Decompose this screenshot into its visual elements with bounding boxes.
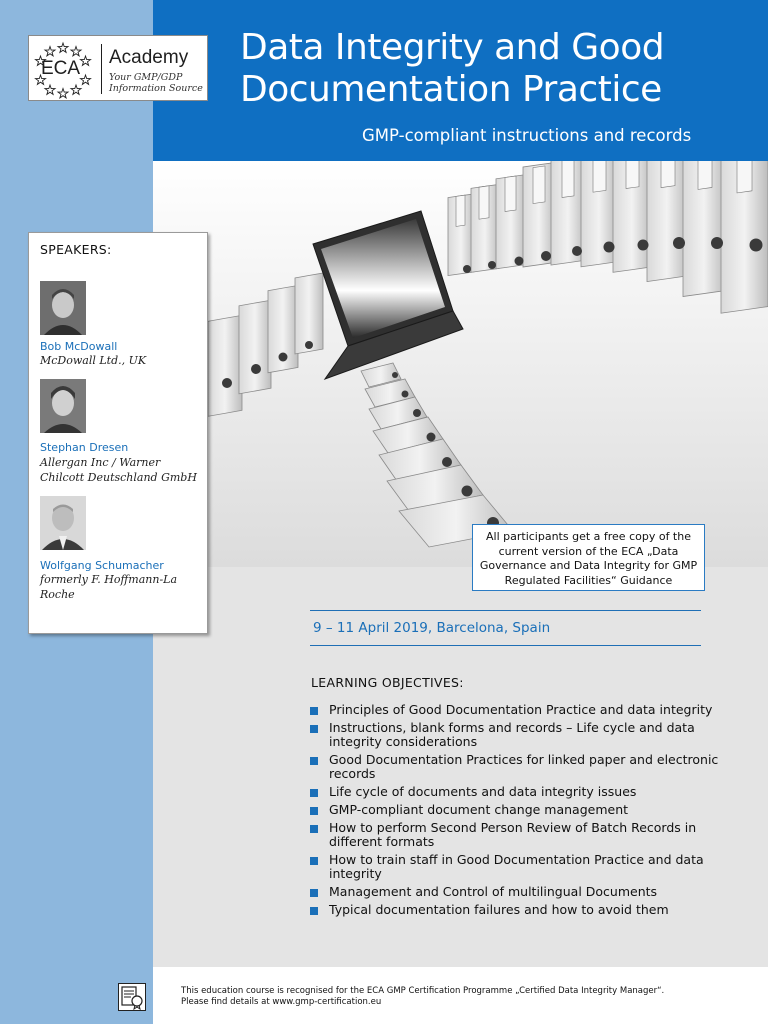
- page-title: Data Integrity and Good Documentation Practice: [240, 27, 665, 110]
- free-guidance-callout: All participants get a free copy of the current version of the ECA „Data Governance and Data Integrity for GMP Regulated Facilities“ Guidance: [472, 524, 705, 591]
- logo-tagline-line-1: Your GMP/GDP: [109, 72, 183, 83]
- speaker-photo-wolfgang-schumacher: [40, 496, 86, 550]
- event-date-location: 9 – 11 April 2019, Barcelona, Spain: [313, 620, 551, 636]
- objective-text: Life cycle of documents and data integrity issues: [329, 784, 637, 799]
- speaker-photo-stephan-dresen: [40, 379, 86, 433]
- list-item: [310, 721, 730, 749]
- list-item: [310, 885, 730, 899]
- list-item: [310, 853, 730, 881]
- logo-divider: [101, 44, 102, 94]
- square-bullet-icon: [310, 857, 318, 865]
- speaker-name: Stephan Dresen: [40, 441, 129, 454]
- objective-text: How to train staff in Good Documentation Practice and data integrity: [329, 852, 704, 881]
- date-divider-top: [310, 610, 701, 611]
- speaker-name: Bob McDowall: [40, 340, 118, 353]
- objective-text: How to perform Second Person Review of Batch Records in different formats: [329, 820, 697, 849]
- square-bullet-icon: [310, 757, 318, 765]
- square-bullet-icon: [310, 807, 318, 815]
- objective-text: Good Documentation Practices for linked paper and electronic records: [329, 752, 719, 781]
- objective-text: Principles of Good Documentation Practice and data integrity: [329, 702, 713, 717]
- certification-note: [181, 986, 741, 1008]
- list-item: [310, 903, 730, 917]
- learning-objectives-heading: LEARNING OBJECTIVES:: [311, 675, 464, 690]
- certification-note-line-2: Please find details at www.gmp-certification.eu: [181, 997, 382, 1007]
- speakers-panel: [28, 232, 208, 634]
- list-item: [310, 785, 730, 799]
- square-bullet-icon: [310, 889, 318, 897]
- speakers-heading: SPEAKERS:: [40, 242, 112, 257]
- objective-text: Management and Control of multilingual Documents: [329, 884, 658, 899]
- objective-text: GMP-compliant document change management: [329, 802, 629, 817]
- list-item: [310, 821, 730, 849]
- date-divider-bottom: [310, 645, 701, 646]
- list-item: [310, 753, 730, 781]
- logo-academy-text: Academy: [109, 47, 189, 68]
- certification-note-line-1: This education course is recognised for the ECA GMP Certification Programme „Certified Data Integrity Manager“.: [181, 986, 665, 996]
- binders-laptop-illustration: [153, 161, 768, 567]
- square-bullet-icon: [310, 907, 318, 915]
- page-subtitle: GMP-compliant instructions and records: [362, 126, 692, 145]
- speaker-organisation: Allergan Inc / Warner Chilcott Deutschland GmbH: [40, 456, 197, 484]
- square-bullet-icon: [310, 825, 318, 833]
- square-bullet-icon: [310, 725, 318, 733]
- hero-illustration: [153, 161, 768, 567]
- logo-eca-text: ECA: [41, 58, 81, 79]
- speaker-name: Wolfgang Schumacher: [40, 559, 164, 572]
- objective-text: Instructions, blank forms and records – Life cycle and data integrity considerations: [329, 720, 695, 749]
- logo-tagline-line-2: Information Source: [109, 83, 203, 94]
- speaker-organisation: McDowall Ltd., UK: [40, 354, 147, 367]
- learning-objectives-list: [310, 703, 730, 921]
- list-item: [310, 703, 730, 717]
- speaker-photo-bob-mcdowall: [40, 281, 86, 335]
- objective-text: Typical documentation failures and how to avoid them: [329, 902, 669, 917]
- certification-icon: [118, 983, 146, 1011]
- logo-tagline: [109, 72, 203, 94]
- square-bullet-icon: [310, 707, 318, 715]
- square-bullet-icon: [310, 789, 318, 797]
- eca-academy-logo: [28, 35, 208, 101]
- speaker-organisation: formerly F. Hoffmann-La Roche: [40, 573, 178, 601]
- list-item: [310, 803, 730, 817]
